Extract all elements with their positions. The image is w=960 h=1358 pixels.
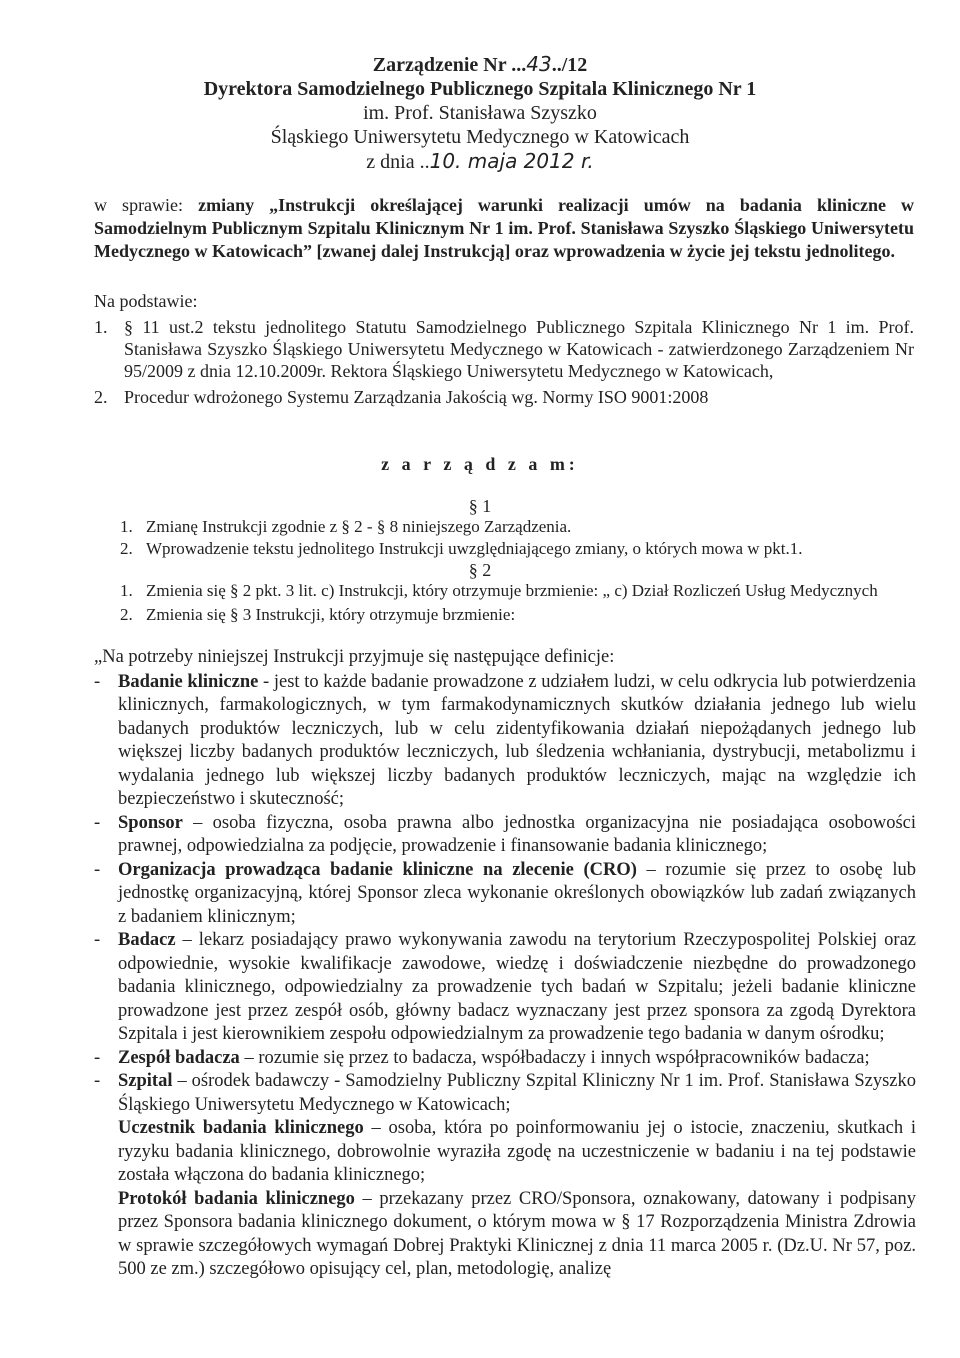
definitions xyxy=(94,646,916,1282)
section-item xyxy=(120,516,920,538)
item-number: 1. xyxy=(94,317,108,337)
university-line: Śląskiego Uniwersytetu Medycznego w Katowicach xyxy=(270,126,690,148)
section-1-list xyxy=(120,516,920,560)
definition-text: – rozumie się przez to osobę lub jednostkę organizacyjną, której Sponsor zleca wykonanie określonych obowiązków lub zadań związanych z badaniem klinicznym; xyxy=(118,859,916,927)
bullet-dash: - xyxy=(94,1071,101,1091)
definition-item xyxy=(94,929,916,1047)
bullet-dash: - xyxy=(94,859,101,880)
item-text: Zmienia się § 3 Instrukcji, który otrzymuje brzmienie: xyxy=(146,605,516,624)
definition-item xyxy=(94,859,916,930)
definition-text: – ośrodek badawczy - Samodzielny Publiczny Szpital Kliniczny Nr 1 im. Prof. Stanisława Szyszko Śląskiego Uniwersytetu Medycznego w Katowicach; xyxy=(118,1071,916,1115)
bullet-dash xyxy=(94,1188,118,1282)
definition-text: – osoba fizyczna, osoba prawna albo jednostka organizacyjna nie posiadająca osobowości prawnej, odpowiedzialna za podjęcie, prowadzenie i finansowanie badania klinicznego; xyxy=(118,812,916,856)
section-1-title: § 1 xyxy=(468,496,492,516)
item-text: Zmienia się § 2 pkt. 3 lit. c) Instrukcji, który otrzymuje brzmienie: „ c) Dział Rozliczeń Usług Medycznych xyxy=(146,581,878,600)
section-2-list xyxy=(120,580,920,626)
definition-term: Badanie kliniczne xyxy=(118,671,259,692)
item-text: Procedur wdrożonego Systemu Zarządzania Jakością wg. Normy ISO 9001:2008 xyxy=(124,387,709,407)
legal-basis-item xyxy=(94,386,914,408)
item-number: 1. xyxy=(120,517,133,536)
definition-item xyxy=(94,1117,916,1188)
bullet-dash xyxy=(94,1117,118,1188)
bullet-dash: - xyxy=(94,1047,101,1068)
order-number-suffix: ../12 xyxy=(551,54,588,76)
section-item xyxy=(120,604,920,626)
date-prefix: z dnia .. xyxy=(366,151,430,173)
handwritten-order-number: 43 xyxy=(526,52,552,76)
section-item xyxy=(120,538,920,560)
item-number: 2. xyxy=(120,539,133,558)
definitions-intro: „Na potrzeby niniejszej Instrukcji przyjmuje się następujące definicje: xyxy=(94,647,615,667)
legal-basis xyxy=(94,290,914,408)
definition-term: Szpital xyxy=(118,1071,173,1091)
bullet-dash: - xyxy=(94,930,101,950)
definition-item xyxy=(94,1188,916,1282)
item-text: Wprowadzenie tekstu jednolitego Instrukcji uwzględniającego zmiany, o których mowa w pkt.1. xyxy=(146,539,803,558)
subject-text: zmiany „Instrukcji określającej warunki realizacji umów na badania kliniczne w Samodzielnym Publicznym Szpitalu Klinicznym Nr 1 im. Prof. Stanisława Szyszko Śląskiego Uniwersytetu Medycznego w Katowicach” [zwanej dalej Instrukcją] oraz wprowadzenia w życie jej tekstu jednolitego. xyxy=(94,195,915,261)
definition-term: Sponsor xyxy=(118,812,183,833)
legal-basis-label: Na podstawie: xyxy=(94,291,198,311)
bullet-dash: - xyxy=(94,812,101,833)
order-number-prefix: Zarządzenie Nr ... xyxy=(372,54,527,76)
definition-text: – osoba, która po poinformowaniu jej o istocie, znaczeniu, skutkach i ryzyku badania klinicznego, dobrowolnie wyraziła zgodę na uczestniczenie w badaniu i na tej podstawie została włączona do badania klinicznego; xyxy=(118,1118,916,1185)
issuer-line: Dyrektora Samodzielnego Publicznego Szpitala Klinicznego Nr 1 xyxy=(203,78,757,100)
order-number-line xyxy=(0,52,960,77)
section-2-title: § 2 xyxy=(468,560,492,580)
definition-text: – lekarz posiadający prawo wykonywania zawodu na terytorium Rzeczypospolitej Polskiej oraz odpowiednie, wysokie kwalifikacje zawodowe, wiedzę i doświadczenie niezbędne do prowadzonego badania klinicznego, odpowiedzialny za prowadzenie tych badań w Szpitalu; jeżeli badanie kliniczne prowadzone jest przez zespół osób, główny badacz wyznaczany jest przez sponsora za zgodą Dyrektora Szpitala i jest kierownikiem zespołu odpowiedzialnym za prowadzenie tego badania w danym ośrodku; xyxy=(118,930,916,1044)
issuer-patron-line: im. Prof. Stanisława Szyszko xyxy=(363,102,597,124)
bullet-dash: - xyxy=(94,671,101,692)
definition-item xyxy=(94,1047,916,1071)
item-text: § 11 ust.2 tekstu jednolitego Statutu Samodzielnego Publicznego Szpitala Klinicznego Nr 1 im. Prof. Stanisława Szyszko Śląskiego Uniwersytetu Medycznego w Katowicach - zatwierdzonego Zarządzeniem Nr 95/2009 z dnia 12.10.2009r. Rektora Śląskiego Uniwersytetu Medycznego w Katowicach, xyxy=(124,317,914,381)
item-number: 2. xyxy=(120,605,133,624)
definition-item xyxy=(94,671,916,812)
definition-text: – rozumie się przez to badacza, współbadaczy i innych współpracowników badacza; xyxy=(239,1047,870,1068)
definition-text: – przekazany przez CRO/Sponsora, oznakowany, datowany i podpisany przez Sponsora badania klinicznego dokument, o którym mowa w § 17 Rozporządzenia Ministra Zdrowia w sprawie szczegółowych wymagań Dobrej Praktyki Klinicznej z dnia 11 marca 2005 r. (Dz.U. Nr 57, poz. 500 ze zm.) szczegółowo opisujący cel, plan, metodologię, analizę xyxy=(118,1188,916,1279)
subject-prefix: w sprawie: xyxy=(94,195,199,215)
definition-term: Zespół badacza xyxy=(118,1047,240,1068)
subject-paragraph xyxy=(94,194,914,263)
order-heading: z a r z ą d z a m: xyxy=(381,454,579,474)
definition-term: Uczestnik badania klinicznego xyxy=(118,1118,364,1138)
handwritten-date: 10. maja 2012 r. xyxy=(429,149,594,173)
legal-basis-item xyxy=(94,316,914,382)
item-number: 1. xyxy=(120,581,133,600)
date-line xyxy=(0,149,960,174)
item-number: 2. xyxy=(94,387,108,407)
definition-term: Badacz xyxy=(118,930,176,950)
definition-text: - jest to każde badanie prowadzone z udziałem ludzi, w celu odkrycia lub potwierdzenia klinicznych, farmakologicznych, w tym farmakodynamicznych skutków działania jednego lub wielu badanych produktów leczniczych, lub w celu zidentyfikowania działań niepożądanych jednego lub większej liczby badanych produktów leczniczych, lub śledzenia wchłaniania, dystrybucji, metabolizmu i wydalania jednego lub większej liczby badanych produktów leczniczych, mając na względzie ich bezpieczeństwo i skuteczność; xyxy=(118,671,916,809)
definition-item xyxy=(94,812,916,859)
document-header xyxy=(0,52,960,174)
section-item xyxy=(120,580,920,602)
item-text: Zmianę Instrukcji zgodnie z § 2 - § 8 niniejszego Zarządzenia. xyxy=(146,517,572,536)
definition-term: Organizacja prowadząca badanie kliniczne na zlecenie (CRO) xyxy=(118,859,637,880)
definition-item xyxy=(94,1070,916,1117)
definition-term: Protokół badania klinicznego xyxy=(118,1188,355,1209)
